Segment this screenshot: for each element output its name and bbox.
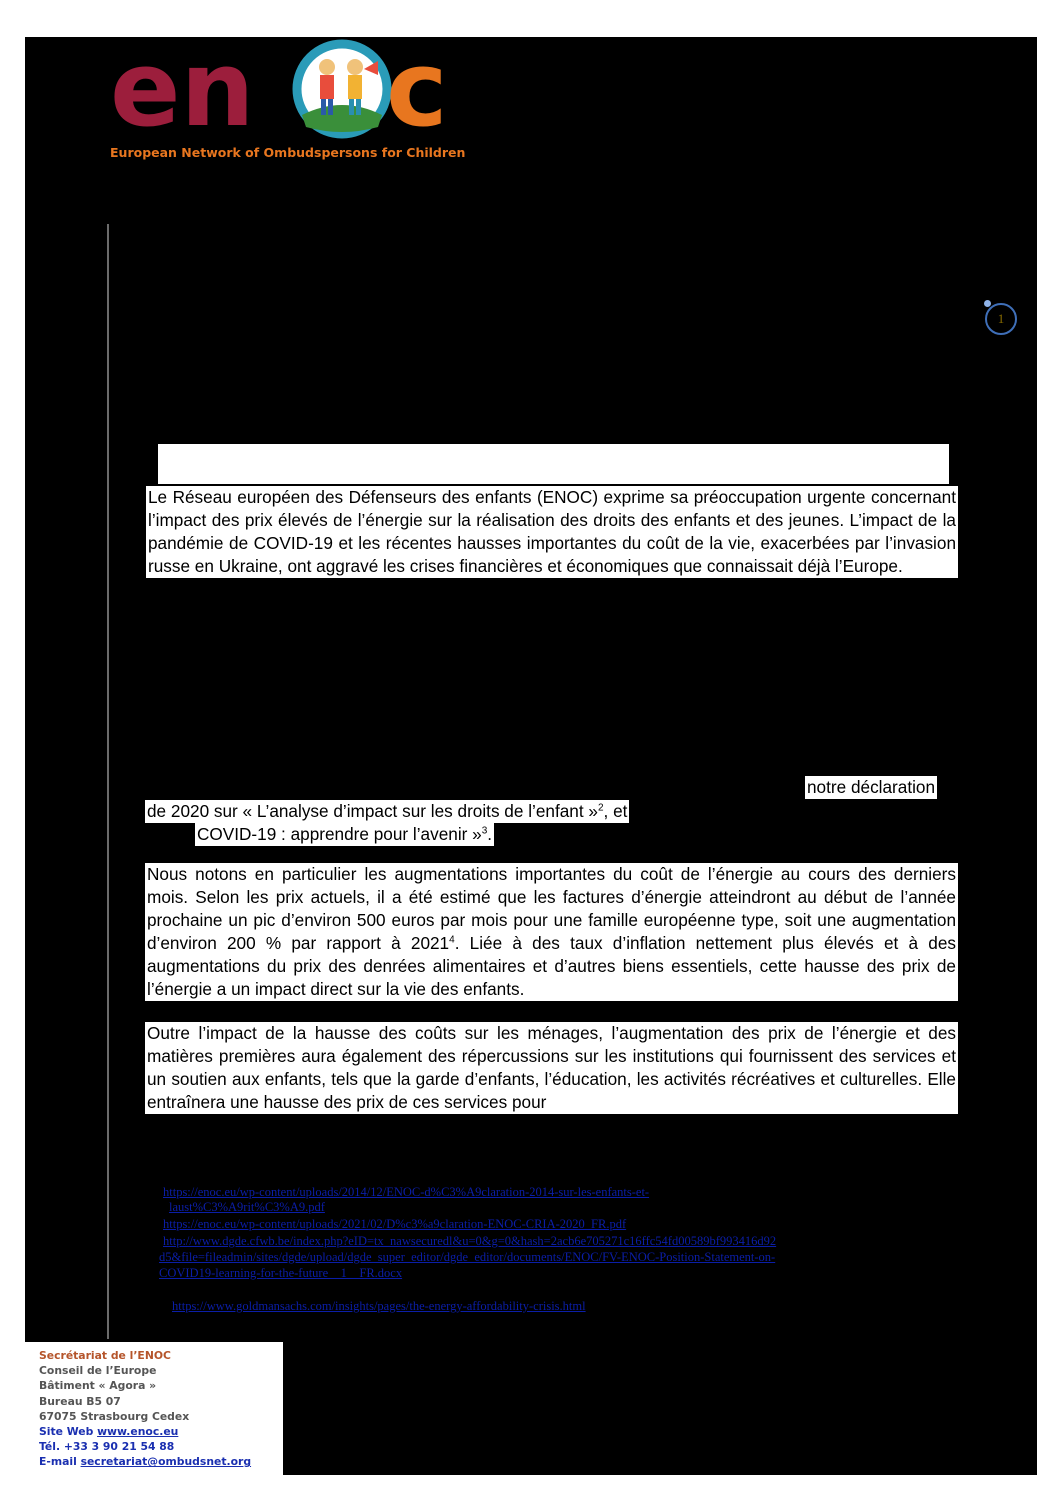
footer-phone: Tél. +33 3 90 21 54 88: [39, 1440, 175, 1454]
footnote-link-2[interactable]: https://enoc.eu/wp-content/uploads/2021/02/D%c3%a9claration-ENOC-CRIA-2020_FR.pdf: [163, 1217, 627, 1231]
footnote-link-3a[interactable]: http://www.dgde.cfwb.be/index.php?eID=tx_nawsecuredl&u=0&g=0&hash=2acb6e705271c16ffc54fd00589bf993416d92: [163, 1234, 777, 1248]
fragment-2020-statement: [145, 800, 629, 823]
paragraph-intro-text: Le Réseau européen des Défenseurs des enfants (ENOC) exprime sa préoccupation urgente concernant l’impact des prix élevés de l’énergie sur la réalisation des droits des enfants et des jeunes. L’impact de la pandémie de COVID-19 et les récentes hausses importantes du coût de la vie, exacerbées par l’invasion russe en Ukraine, ont aggravé les crises financières et économiques que connaissait déjà l’Europe.: [148, 487, 956, 576]
footnote-link-4[interactable]: https://www.goldmansachs.com/insights/pages/the-energy-affordability-crisis.html: [172, 1299, 586, 1313]
heading-box: [158, 444, 949, 484]
fragment-covid-text: COVID-19 : apprendre pour l’avenir »: [197, 824, 482, 844]
footer-web-link[interactable]: www.enoc.eu: [97, 1425, 179, 1439]
logo-letter-c: c: [386, 37, 448, 150]
footer-line-office: Bureau B5 07: [39, 1394, 121, 1408]
para2-tail: . Liée à des taux d’inflation nettement plus élevés et à des augmentations du prix des denrées alimentaires et d’autres biens essentiels, cette hausse des prix de l’énergie a un impact direct sur la vie des enfants.: [147, 933, 956, 999]
fragment-covid-tail: .: [487, 824, 493, 844]
footnote-link-1a[interactable]: https://enoc.eu/wp-content/uploads/2014/12/ENOC-d%C3%A9claration-2014-sur-les-enfants-et-: [163, 1185, 650, 1199]
paragraph-institutions-text: Outre l’impact de la hausse des coûts sur les ménages, l’augmentation des prix de l’énergie et des matières premières aura également des répercussions sur les institutions qui fournissent des services et un soutien aux enfants, tels que la garde d’enfants, l’éducation, les activités récréatives et culturelles. Elle entraînera une hausse des prix de ces services pour: [147, 1023, 956, 1112]
footnote-link-3c[interactable]: COVID19-learning-for-the-future__1__FR.docx: [159, 1266, 403, 1280]
fragment-2020-text: de 2020 sur « L’analyse d’impact sur les droits de l’enfant »: [147, 801, 598, 821]
footer-email: [39, 1454, 283, 1469]
fragment-covid: [195, 823, 494, 846]
secretariat-footer: [25, 1342, 283, 1475]
footer-line-city: 67075 Strasbourg Cedex: [39, 1409, 190, 1423]
footer-web-label: Site Web: [39, 1425, 94, 1439]
enoc-logo: [110, 37, 480, 162]
fragment-2020-tail: , et: [603, 801, 628, 821]
footnote-link-3b[interactable]: d5&file=fileadmin/sites/dgde/upload/dgde_super_editor/dgde_editor/documents/ENOC/FV-ENOC-Position-Statement-on-: [159, 1250, 776, 1264]
footer-title: Secrétariat de l’ENOC: [39, 1349, 171, 1362]
paragraph-intro: [146, 486, 958, 578]
paragraph-energy-costs: [145, 863, 958, 1001]
paragraph-energy-costs-text: [147, 863, 956, 1001]
footer-email-link[interactable]: secretariat@ombudsnet.org: [80, 1455, 252, 1469]
page-number-badge[interactable]: 1: [985, 303, 1017, 335]
fragment-declaration: notre déclaration: [807, 777, 936, 797]
footnote-ref-3: 3: [481, 825, 488, 837]
footer-line-council: Conseil de l’Europe: [39, 1364, 157, 1378]
footnote-ref-4: 4: [449, 934, 455, 946]
footnote-link-1b[interactable]: laust%C3%A9rit%C3%A9.pdf: [169, 1200, 325, 1214]
footer-line-building: Bâtiment « Agora »: [39, 1379, 157, 1393]
document-page: [25, 37, 1037, 1475]
margin-line: [107, 224, 109, 1339]
logo-children-circle-icon: [297, 44, 387, 134]
footer-email-label: E-mail: [39, 1455, 77, 1469]
logo-letters-en: en: [110, 37, 255, 150]
paragraph-institutions: [145, 1022, 958, 1114]
para2-main: Nous notons en particulier les augmentations importantes du coût de l’énergie au cours des derniers mois. Selon les prix actuels, il a été estimé que les factures d’énergie atteindront au début de l’année prochaine un pic d’environ 500 euros par mois pour une famille européenne type, soit une augmentation d’environ 200 % par rapport à 2021: [147, 864, 956, 953]
footer-web: [39, 1424, 283, 1439]
logo-subtitle: European Network of Ombudspersons for Children: [110, 145, 466, 160]
footnote-ref-2: 2: [597, 802, 604, 814]
